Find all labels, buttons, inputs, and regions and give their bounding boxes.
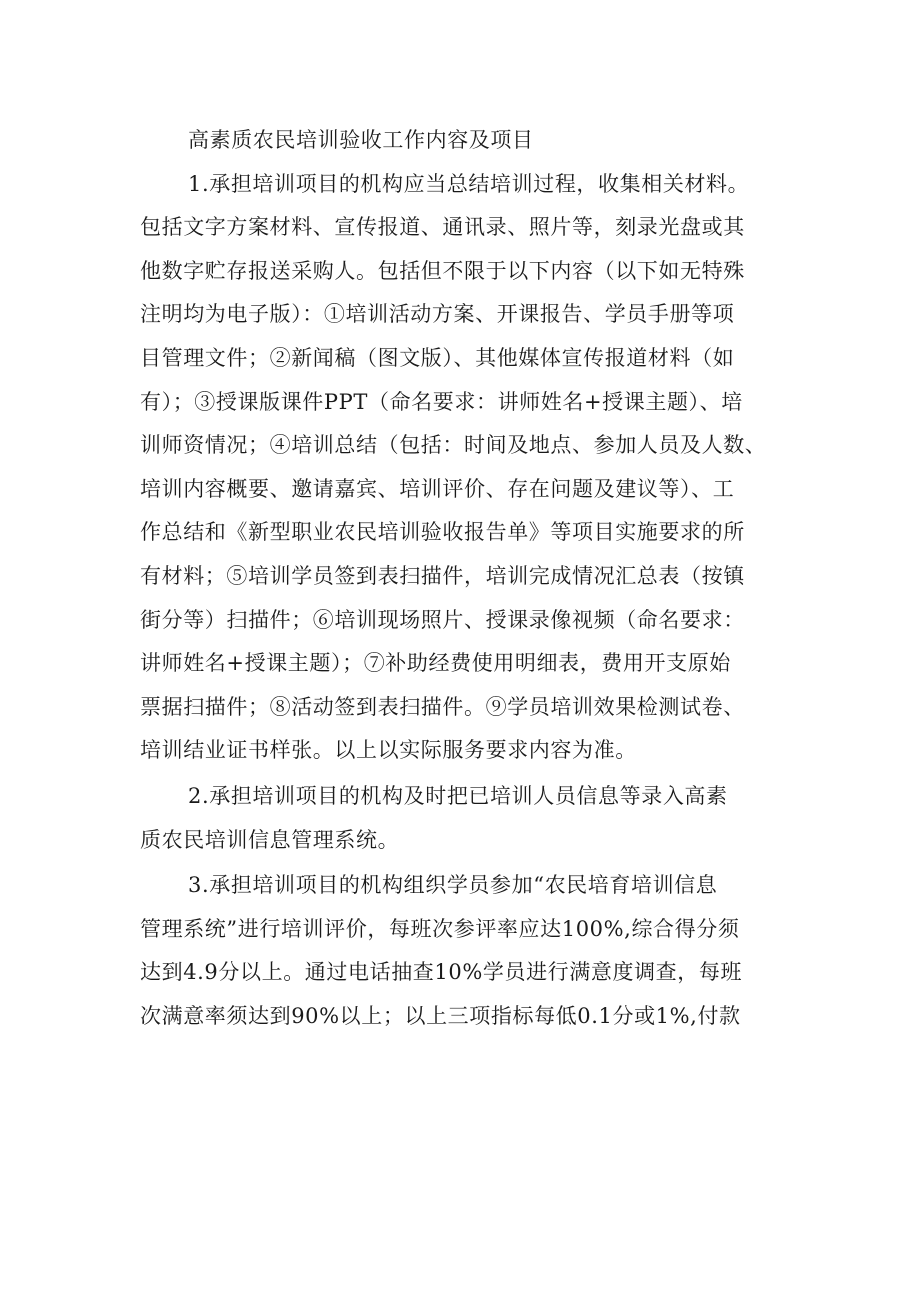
paragraph-line: 目管理文件；②新闻稿（图文版）、其他媒体宣传报道材料（如 <box>140 345 735 370</box>
paragraph-line: 2.承担培训项目的机构及时把已培训人员信息等录入高素 <box>188 783 728 808</box>
paragraph-line: 有）；③授课版课件PPT（命名要求：讲师姓名+授课主题）、培 <box>140 389 743 414</box>
paragraph-line: 训师资情况；④培训总结（包括：时间及地点、参加人员及人数、 <box>140 433 767 458</box>
paragraph-line: 有材料；⑤培训学员签到表扫描件，培训完成情况汇总表（按镇 <box>140 563 745 588</box>
paragraph-line: 1.承担培训项目的机构应当总结培训过程，收集相关材料。 <box>188 171 750 196</box>
paragraph-line: 管理系统”进行培训评价，每班次参评率应达100%,综合得分须 <box>140 916 740 941</box>
paragraph-line: 次满意率须达到90%以上；以上三项指标每低0.1分或1%,付款 <box>140 1003 741 1028</box>
paragraph-line: 讲师姓名+授课主题）；⑦补助经费使用明细表，费用开支原始 <box>140 651 731 676</box>
document-body <box>140 119 790 1038</box>
paragraph-line: 注明均为电子版）：①培训活动方案、开课报告、学员手册等项 <box>140 302 735 327</box>
paragraph-line: 达到4.9分以上。通过电话抽查10%学员进行满意度调查，每班 <box>140 960 743 985</box>
paragraph-1 <box>140 163 790 773</box>
paragraph-3 <box>140 864 790 1038</box>
paragraph-line: 票据扫描件；⑧活动签到表扫描件。⑨学员培训效果检测试卷、 <box>140 694 745 719</box>
paragraph-line: 3.承担培训项目的机构组织学员参加“农民培育培训信息 <box>188 873 718 898</box>
paragraph-line: 他数字贮存报送采购人。包括但不限于以下内容（以下如无特殊 <box>140 258 745 283</box>
document-title: 高素质农民培训验收工作内容及项目 <box>188 128 534 152</box>
paragraph-line: 作总结和《新型职业农民培训验收报告单》等项目实施要求的所 <box>140 520 745 545</box>
paragraph-line: 街分等）扫描件；⑥培训现场照片、授课录像视频（命名要求： <box>140 607 745 632</box>
paragraph-line: 培训结业证书样张。以上以实际服务要求内容为准。 <box>140 738 637 763</box>
paragraph-line: 培训内容概要、邀请嘉宾、培训评价、存在问题及建议等）、工 <box>140 476 735 501</box>
paragraph-2 <box>140 775 790 862</box>
paragraph-line: 包括文字方案材料、宣传报道、通讯录、照片等，刻录光盘或其 <box>140 215 745 240</box>
paragraph-line: 质农民培训信息管理系统。 <box>140 827 400 852</box>
